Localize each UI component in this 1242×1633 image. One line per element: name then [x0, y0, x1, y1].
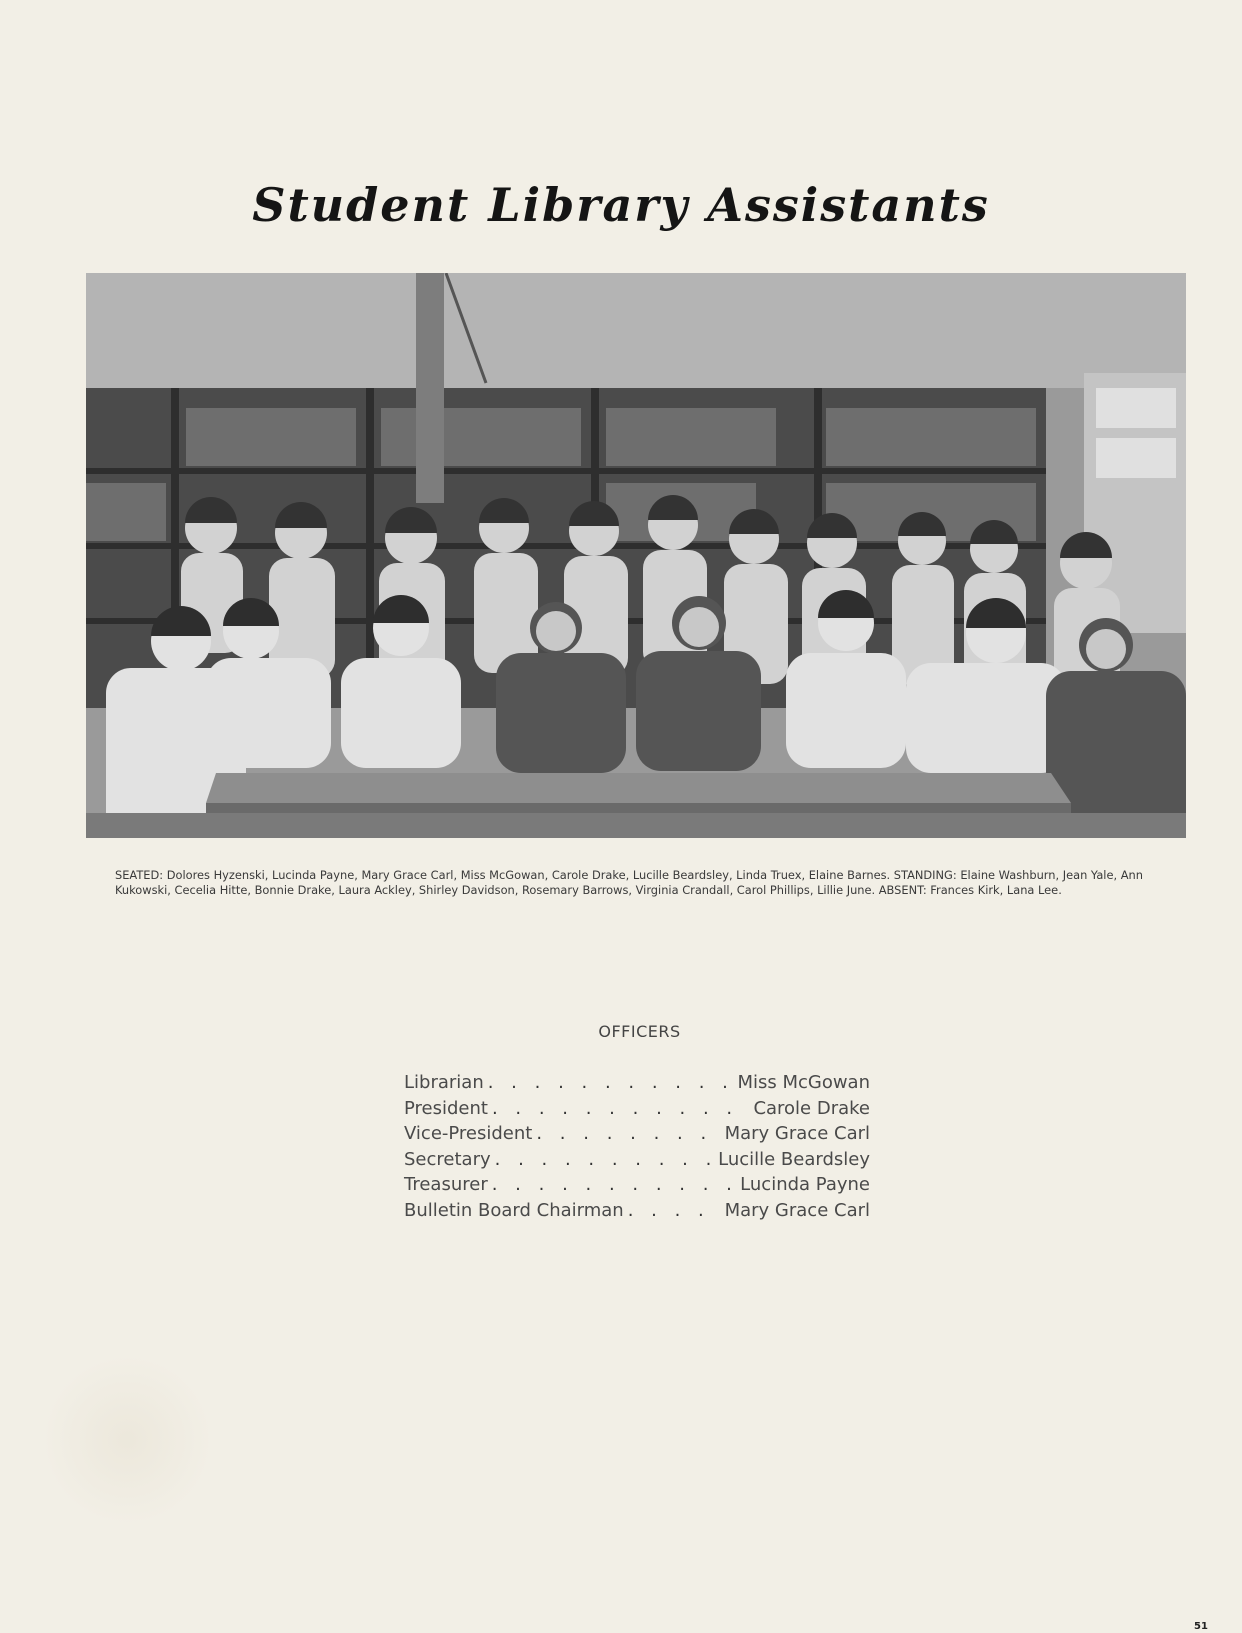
officer-row	[404, 1149, 870, 1175]
paper-stain	[40, 1355, 215, 1525]
officer-role: Librarian	[404, 1072, 484, 1093]
officer-name: Mary Grace Carl	[724, 1199, 870, 1221]
officer-role: Treasurer	[404, 1174, 488, 1195]
officer-role: Vice-President	[404, 1123, 533, 1144]
officer-name: Lucinda Payne	[740, 1174, 870, 1195]
officer-name: Lucille Beardsley	[718, 1148, 870, 1170]
caption-standing-names: Elaine Washburn, Jean Yale, Ann Kukowski, Cecelia Hitte, Bonnie Drake, Laura Ackley, Shirley Davidson, Rosemary Barrows, Virginia Crandall, Carol Phillips, Lillie June.	[115, 868, 1143, 897]
officer-name: Mary Grace Carl	[724, 1123, 870, 1144]
caption-standing-label: STANDING:	[893, 868, 957, 882]
officer-row	[404, 1123, 870, 1149]
officers-heading: OFFICERS	[598, 1022, 681, 1041]
officer-row	[404, 1072, 870, 1098]
officer-role: Bulletin Board Chairman	[404, 1199, 624, 1221]
leader-dots	[488, 1072, 734, 1093]
page-number: 51	[1194, 1621, 1208, 1632]
leader-dots	[536, 1123, 720, 1144]
caption-absent-label: ABSENT:	[878, 882, 927, 897]
leader-dots	[495, 1149, 714, 1170]
officer-role: Secretary	[404, 1148, 491, 1170]
leader-dots	[628, 1200, 721, 1221]
officer-name: Carole Drake	[753, 1097, 870, 1119]
group-photo	[86, 273, 1186, 838]
photo-caption	[115, 868, 1185, 897]
caption-absent-names: Frances Kirk, Lana Lee.	[930, 882, 1062, 897]
page-title: Student Library Assistants	[252, 178, 990, 232]
officer-role: President	[404, 1097, 488, 1119]
officer-name: Miss McGowan	[737, 1072, 870, 1093]
officer-row	[404, 1098, 870, 1124]
caption-seated-label: SEATED:	[115, 868, 164, 882]
photo-illustration	[86, 273, 1186, 838]
officer-row	[404, 1200, 870, 1226]
officer-row	[404, 1174, 870, 1200]
officers-list	[404, 1072, 870, 1225]
leader-dots	[492, 1174, 736, 1195]
leader-dots	[492, 1098, 749, 1119]
caption-seated-names: Dolores Hyzenski, Lucinda Payne, Mary Grace Carl, Miss McGowan, Carole Drake, Lucille Beardsley, Linda Truex, Elaine Barnes.	[166, 868, 891, 882]
